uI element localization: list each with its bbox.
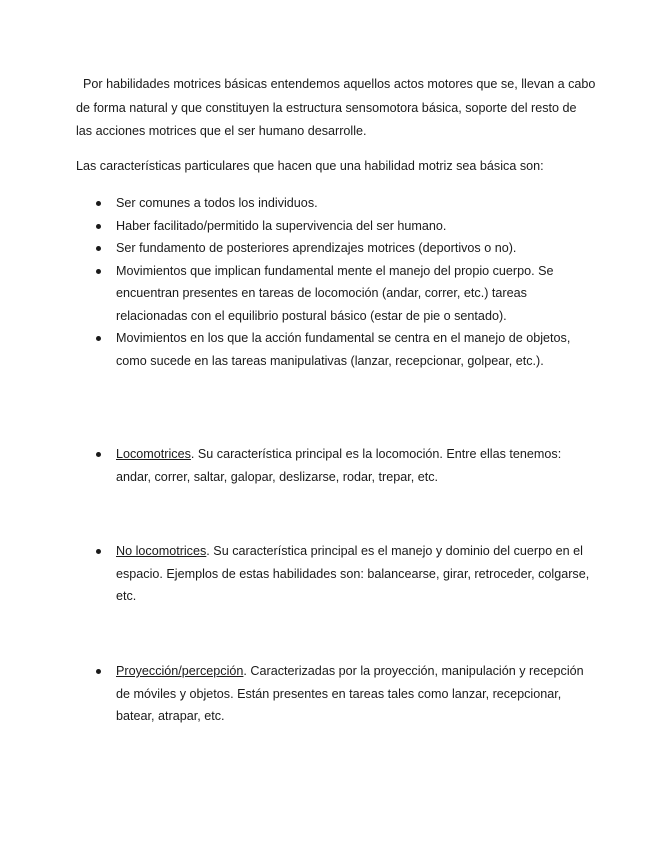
list-item: [76, 443, 596, 488]
bullet-icon: [96, 669, 101, 674]
bullet-icon: [96, 201, 101, 206]
type-description: . Su característica principal es la locomoción. Entre ellas tenemos: andar, correr, saltar, galopar, deslizarse, rodar, trepar, etc.: [116, 447, 562, 484]
bullet-icon: [96, 336, 101, 341]
list-item-text: Movimientos en los que la acción fundamental se centra en el manejo de objetos, como sucede en las tareas manipulativas (lanzar, recepcionar, golpear, etc.).: [116, 331, 571, 368]
type-term: Proyección/percepción: [116, 664, 244, 678]
list-item: [76, 192, 596, 215]
type-term: Locomotrices: [116, 447, 191, 461]
no-locomotrices-section: [76, 540, 596, 608]
list-item: [76, 660, 596, 728]
list-item: [76, 215, 596, 238]
list-item-text: Ser comunes a todos los individuos.: [116, 196, 318, 210]
characteristics-list: [76, 192, 596, 372]
bullet-icon: [96, 224, 101, 229]
list-item-text: Haber facilitado/permitido la supervivencia del ser humano.: [116, 218, 447, 233]
list-item: [76, 260, 596, 328]
bullet-icon: [96, 269, 101, 274]
lead-paragraph: Las características particulares que hacen que una habilidad motriz sea básica son:: [76, 159, 544, 173]
locomotrices-section: [76, 443, 596, 488]
type-description: . Su característica principal es el manejo y dominio del cuerpo en el espacio. Ejemplos de estas habilidades son: balancearse, girar, retroceder, colgarse, etc.: [116, 544, 590, 603]
intro-paragraph: Por habilidades motrices básicas entendemos aquellos actos motores que se, llevan a cabo de forma natural y que constituyen la estructura sensomotora básica, soporte del resto de las acciones motrices que el ser humano desarrolle.: [76, 77, 599, 138]
list-item: [76, 540, 596, 608]
list-item-text: Ser fundamento de posteriores aprendizajes motrices (deportivos o no).: [116, 241, 517, 255]
type-description: . Caracterizadas por la proyección, manipulación y recepción de móviles y objetos. Están presentes en tareas tales como lanzar, recepcionar, batear, atrapar, etc.: [116, 664, 584, 723]
bullet-icon: [96, 549, 101, 554]
list-item-text: Movimientos que implican fundamental mente el manejo del propio cuerpo. Se encuentran presentes en tareas de locomoción (andar, correr, etc.) tareas relacionadas con el equilibrio postural básico (estar de pie o sentado).: [116, 263, 554, 323]
bullet-icon: [96, 452, 101, 457]
proyeccion-percepcion-section: [76, 660, 596, 728]
list-item: [76, 327, 596, 372]
bullet-icon: [96, 246, 101, 251]
list-item: [76, 237, 596, 260]
type-term: No locomotrices: [116, 544, 207, 558]
